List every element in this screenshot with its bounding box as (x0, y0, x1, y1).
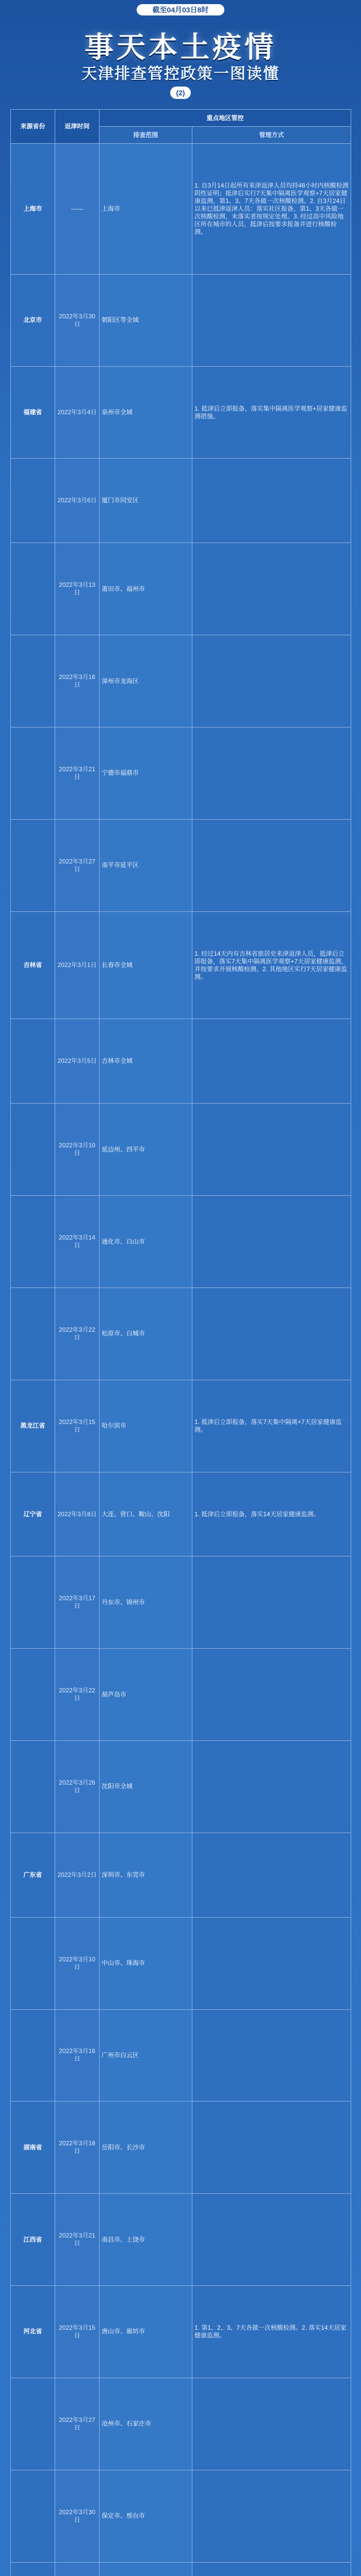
province-cell (11, 1649, 55, 1741)
province-cell: 广东省 (11, 1833, 55, 1917)
date-cell: 2022年3月15日 (55, 1380, 100, 1472)
province-cell: 江西省 (11, 2194, 55, 2286)
date-cell: 2022年3月8日 (55, 1472, 100, 1556)
date-cell: 2022年3月27日 (55, 819, 100, 911)
area-cell: 广州市白云区 (100, 2009, 192, 2102)
table-row (11, 1833, 351, 1917)
area-cell: 唐山市、廊坊市 (100, 2286, 192, 2378)
date-cell: 2022年3月4日 (55, 366, 100, 459)
province-cell (11, 635, 55, 727)
province-cell (11, 1556, 55, 1649)
measures-cell (192, 727, 351, 819)
measures-cell (192, 2102, 351, 2194)
date-cell: 2022年3月16日 (55, 2009, 100, 2102)
table-row (11, 2286, 351, 2378)
area-cell: 保定市、邢台市 (100, 2470, 192, 2562)
province-cell (11, 2470, 55, 2562)
measures-cell (192, 1917, 351, 2009)
area-cell: 厦门市同安区 (100, 459, 192, 543)
risk-table-body (11, 144, 351, 2576)
date-cell: 2022年3月16日 (55, 635, 100, 727)
page-title: 事天本土疫情 (85, 31, 276, 63)
table-row (11, 2470, 351, 2562)
date-pill: 截至04月03日8时 (137, 4, 224, 15)
measures-cell (192, 2562, 351, 2576)
risk-table (10, 109, 351, 2576)
measures-cell (192, 2009, 351, 2102)
province-cell (11, 543, 55, 635)
date-cell: 2022年3月22日 (55, 1649, 100, 1741)
table-row (11, 1104, 351, 1196)
date-cell: 2022年3月30日 (55, 274, 100, 366)
date-cell: 2022年3月21日 (55, 727, 100, 819)
table-row (11, 1287, 351, 1380)
measures-cell (192, 819, 351, 911)
header-area: 排查范围 (100, 127, 192, 144)
measures-cell (192, 1556, 351, 1649)
header-province: 来源省份 (11, 110, 55, 144)
table-row (11, 2009, 351, 2102)
province-cell (11, 2562, 55, 2576)
area-cell: 长春市全域 (100, 911, 192, 1019)
measures-cell: 1. 抵津后立即报备，落实7天集中隔离+7天居家健康监测。 (192, 1380, 351, 1472)
province-cell (11, 1019, 55, 1104)
province-cell: 湖南省 (11, 2102, 55, 2194)
table-row (11, 2194, 351, 2286)
table-row (11, 274, 351, 366)
measures-cell (192, 543, 351, 635)
area-cell: 沈阳市全域 (100, 1741, 192, 1833)
table-row (11, 459, 351, 543)
area-cell: 通化市、白山市 (100, 1196, 192, 1288)
province-cell: 河北省 (11, 2286, 55, 2378)
table-row (11, 1741, 351, 1833)
table-row (11, 543, 351, 635)
province-cell (11, 459, 55, 543)
table-row (11, 1380, 351, 1472)
measures-cell (192, 1196, 351, 1288)
date-cell: 2022年3月30日 (55, 2470, 100, 2562)
date-cell: 2022年3月27日 (55, 2378, 100, 2470)
table-row (11, 144, 351, 275)
table-row (11, 366, 351, 459)
date-cell: 2022年3月2日 (55, 1833, 100, 1917)
table-row (11, 1472, 351, 1556)
measures-cell: 1. 经过14天内有吉林省旅居史来津返津人员，抵津后立即报备，落实7天集中隔离医学观察+7天居家健康监测，并按要求开展核酸检测。2. 其他地区实行7天居家健康监测。 (192, 911, 351, 1019)
header-policy: 管理方式 (192, 127, 351, 144)
province-cell (11, 819, 55, 911)
table-row (11, 635, 351, 727)
area-cell: 漳州市龙海区 (100, 635, 192, 727)
province-cell (11, 1196, 55, 1288)
area-cell: 松原市、白城市 (100, 1287, 192, 1380)
measures-cell (192, 2378, 351, 2470)
area-cell: 葫芦岛市 (100, 1649, 192, 1741)
measures-cell: 1. 抵津后立即报备，落实集中隔离医学观察+居家健康监测措施。 (192, 366, 351, 459)
measures-cell: 1. 抵津后立即报备，落实14天居家健康监测。 (192, 1472, 351, 1556)
area-cell: 南昌市、上饶市 (100, 2194, 192, 2286)
province-cell: 辽宁省 (11, 1472, 55, 1556)
area-cell: 泉州市全域 (100, 366, 192, 459)
province-cell (11, 727, 55, 819)
measures-cell: 1. 自3月14日起所有来津返津人员均持48小时内核酸检测阴性证明；抵津后实行7天集中隔离医学观察+7天居家健康监测，第1、3、7天各做一次核酸检测。2. 自3月24日以来已抵津返津人员：落实社区报备，第1、3天各做一次核酸检测，未落实者按规定处理。3. 经过高中风险地区所在城市的人员，抵津后按要求报备并进行核酸检测。 (192, 144, 351, 275)
date-cell: 2022年3月22日 (55, 1287, 100, 1380)
table-row (11, 911, 351, 1019)
province-cell: 黑龙江省 (11, 1380, 55, 1472)
table-row (11, 1649, 351, 1741)
table-row (11, 1556, 351, 1649)
area-cell: 朝阳区等全域 (100, 274, 192, 366)
header (0, 0, 361, 108)
table-row (11, 2378, 351, 2470)
date-cell: 2022年3月18日 (55, 2102, 100, 2194)
part-badge: (2) (170, 87, 191, 99)
province-cell (11, 1741, 55, 1833)
date-cell: 2022年3月1日 (55, 911, 100, 1019)
measures-cell (192, 1741, 351, 1833)
date-cell: 2022年3月10日 (55, 1917, 100, 2009)
measures-cell (192, 2194, 351, 2286)
area-cell: 大连、营口、鞍山、沈阳 (100, 1472, 192, 1556)
date-cell: 2022年3月10日 (55, 1104, 100, 1196)
area-cell: 延边州、四平市 (100, 1104, 192, 1196)
area-cell: 南平市延平区 (100, 819, 192, 911)
date-cell: —— (55, 144, 100, 275)
province-cell (11, 1917, 55, 2009)
province-cell: 上海市 (11, 144, 55, 275)
date-cell: 2022年3月13日 (55, 543, 100, 635)
measures-cell (192, 1833, 351, 1917)
area-cell: 沧州市、石家庄市 (100, 2378, 192, 2470)
table-row (11, 819, 351, 911)
date-cell: 2022年3月15日 (55, 2286, 100, 2378)
province-cell: 福建省 (11, 366, 55, 459)
province-cell (11, 2009, 55, 2102)
date-cell: 2022年3月6日 (55, 459, 100, 543)
table-row (11, 2102, 351, 2194)
province-cell (11, 1104, 55, 1196)
page-subtitle: 天津排查管控政策一图读懂 (81, 65, 280, 82)
area-cell: 中山市、珠海市 (100, 1917, 192, 2009)
table-row (11, 1917, 351, 2009)
date-cell: 2022年3月14日 (55, 1196, 100, 1288)
area-cell: 哈尔滨市 (100, 1380, 192, 1472)
measures-cell (192, 274, 351, 366)
measures-cell (192, 1104, 351, 1196)
table-row (11, 727, 351, 819)
province-cell (11, 2378, 55, 2470)
area-cell: 吉林市全域 (100, 1019, 192, 1104)
table-row (11, 2562, 351, 2576)
date-cell (55, 2562, 100, 2576)
area-cell: 丹东市、锦州市 (100, 1556, 192, 1649)
province-cell: 吉林省 (11, 911, 55, 1019)
table-row (11, 1019, 351, 1104)
measures-cell: 1. 第1、2、3、7天各做一次核酸检测。2. 落实14天居家健康监测。 (192, 2286, 351, 2378)
measures-cell (192, 1649, 351, 1741)
measures-cell (192, 1019, 351, 1104)
area-cell (100, 2562, 192, 2576)
area-cell: 上海市 (100, 144, 192, 275)
province-cell: 北京市 (11, 274, 55, 366)
province-cell (11, 1287, 55, 1380)
area-cell: 岳阳市、长沙市 (100, 2102, 192, 2194)
date-cell: 2022年3月21日 (55, 2194, 100, 2286)
area-cell: 宁德市福鼎市 (100, 727, 192, 819)
measures-cell (192, 635, 351, 727)
table-row (11, 1196, 351, 1288)
date-cell: 2022年3月17日 (55, 1556, 100, 1649)
area-cell: 莆田市、福州市 (100, 543, 192, 635)
measures-cell (192, 459, 351, 543)
header-date: 返津时间 (55, 110, 100, 144)
date-cell: 2022年3月5日 (55, 1019, 100, 1104)
date-cell: 2022年3月26日 (55, 1741, 100, 1833)
measures-cell (192, 2470, 351, 2562)
header-measures-group: 重点地区管控 (100, 110, 351, 127)
area-cell: 深圳市、东莞市 (100, 1833, 192, 1917)
measures-cell (192, 1287, 351, 1380)
